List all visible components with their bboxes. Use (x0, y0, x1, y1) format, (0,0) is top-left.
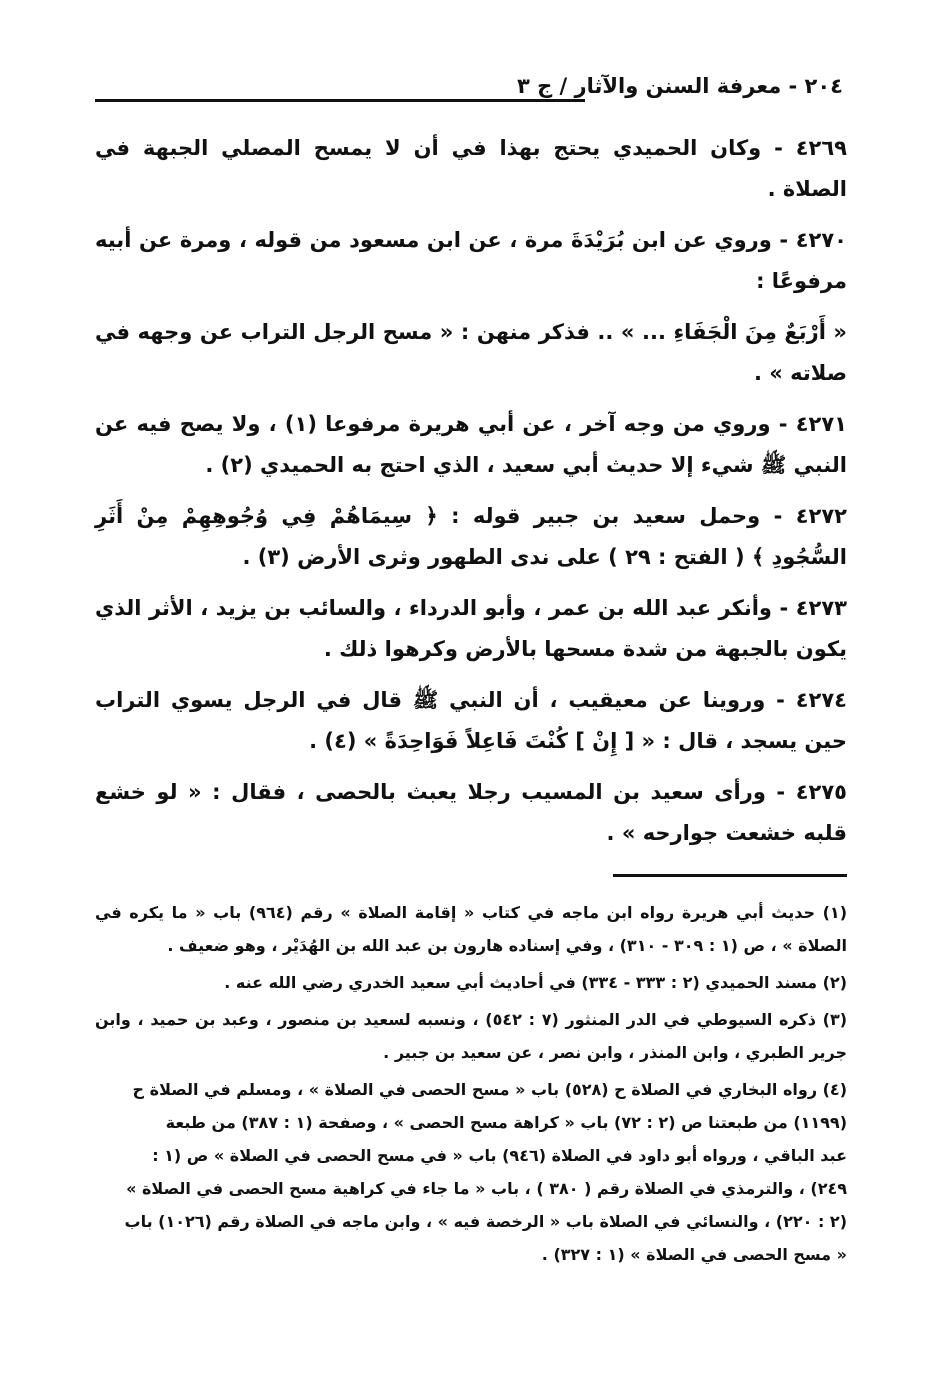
footnote-4-line: (٢ : ٢٢٠) ، والنسائي في الصلاة باب « الرخصة فيه » ، وابن ماجه في الصلاة رقم (١٠٢٦) باب (124, 1212, 847, 1231)
footnote-3: (٣) ذكره السيوطي في الدر المنثور (٧ : ٥٤٢) ، ونسبه لسعيد بن منصور ، وعبد بن حميد ، وابن جرير الطبري ، وابن المنذر ، وابن نصر ، عن سعيد بن جبير . (95, 1010, 848, 1062)
footnote-4 (95, 1073, 847, 1271)
footnote-4-line: « مسح الحصى في الصلاة » (١ : ٣٢٧) . (541, 1245, 847, 1264)
hadith-4275: ٤٢٧٥ - ورأى سعيد بن المسيب رجلا يعبث بالحصى ، فقال : « لو خشع قلبه خشعت جوارحه » . (95, 780, 847, 845)
hadith-4274: ٤٢٧٤ - وروينا عن معيقيب ، أن النبي ﷺ قال في الرجل يسوي التراب حين يسجد ، قال : « [ إِنْ ] كُنْتَ فَاعِلاً فَوَاحِدَةً » (٤) . (95, 688, 847, 753)
footnote-separator (613, 874, 847, 877)
hadith-4271: ٤٢٧١ - وروي من وجه آخر ، عن أبي هريرة مرفوعا (١) ، ولا يصح فيه عن النبي ﷺ شيء إلا حديث أبي سعيد ، الذي احتج به الحميدي (٢) . (95, 412, 847, 477)
main-text (95, 128, 847, 864)
footnotes (95, 896, 847, 1277)
hadith-4270-quote: « أَرْبَعٌ مِنَ الْجَفَاءِ ... » .. فذكر منهن : « مسح الرجل التراب عن وجهه في صلاته » . (95, 320, 847, 385)
hadith-4270: ٤٢٧٠ - وروي عن ابن بُرَيْدَةَ مرة ، عن ابن مسعود من قوله ، ومرة عن أبيه مرفوعًا : (95, 228, 847, 293)
footnote-4-line: عبد الباقي ، ورواه أبو داود في الصلاة (٩٤٦) باب « في مسح الحصى في الصلاة » ص (١ : (152, 1146, 847, 1165)
header-rule (95, 99, 585, 102)
hadith-4273: ٤٢٧٣ - وأنكر عبد الله بن عمر ، وأبو الدرداء ، والسائب بن يزيد ، الأثر الذي يكون بالجبهة من شدة مسحها بالأرض وكرهوا ذلك . (95, 596, 847, 661)
page-header (95, 62, 843, 112)
footnote-2: (٢) مسند الحميدي (٢ : ٣٣٣ - ٣٣٤) في أحاديث أبي سعيد الخدري رضي الله عنه . (224, 973, 847, 992)
hadith-4269: ٤٢٦٩ - وكان الحميدي يحتج بهذا في أن لا يمسح المصلي الجبهة في الصلاة . (95, 136, 847, 201)
running-header: ٢٠٤ - معرفة السنن والآثار / ج ٣ (516, 74, 843, 98)
footnote-4-line: (٤) رواه البخاري في الصلاة ح (٥٢٨) باب « مسح الحصى في الصلاة » ، ومسلم في الصلاة ح (132, 1080, 847, 1099)
hadith-4272: ٤٢٧٢ - وحمل سعيد بن جبير قوله : ﴿ سِيمَاهُمْ فِي وُجُوهِهِمْ مِنْ أَثَرِ السُّجُودِ ﴾ ( الفتح : ٢٩ ) على ندى الطهور وثرى الأرض (٣) . (95, 504, 847, 569)
footnote-1: (١) حديث أبي هريرة رواه ابن ماجه في كتاب « إقامة الصلاة » رقم (٩٦٤) باب « ما يكره في الصلاة » ، ص (١ : ٣٠٩ - ٣١٠) ، وفي إسناده هارون بن عبد الله بن الهُدَيْر ، وهو ضعيف . (95, 903, 847, 955)
footnote-4-line: (١١٩٩) من طبعتنا ص (٢ : ٧٢) باب « كراهة مسح الحصى » ، وصفحة (١ : ٣٨٧) من طبعة (165, 1113, 847, 1132)
footnote-4-line: ٢٤٩) ، والترمذي في الصلاة رقم ( ٣٨٠ ) ، باب « ما جاء في كراهية مسح الحصى في الصلاة » (126, 1179, 847, 1198)
